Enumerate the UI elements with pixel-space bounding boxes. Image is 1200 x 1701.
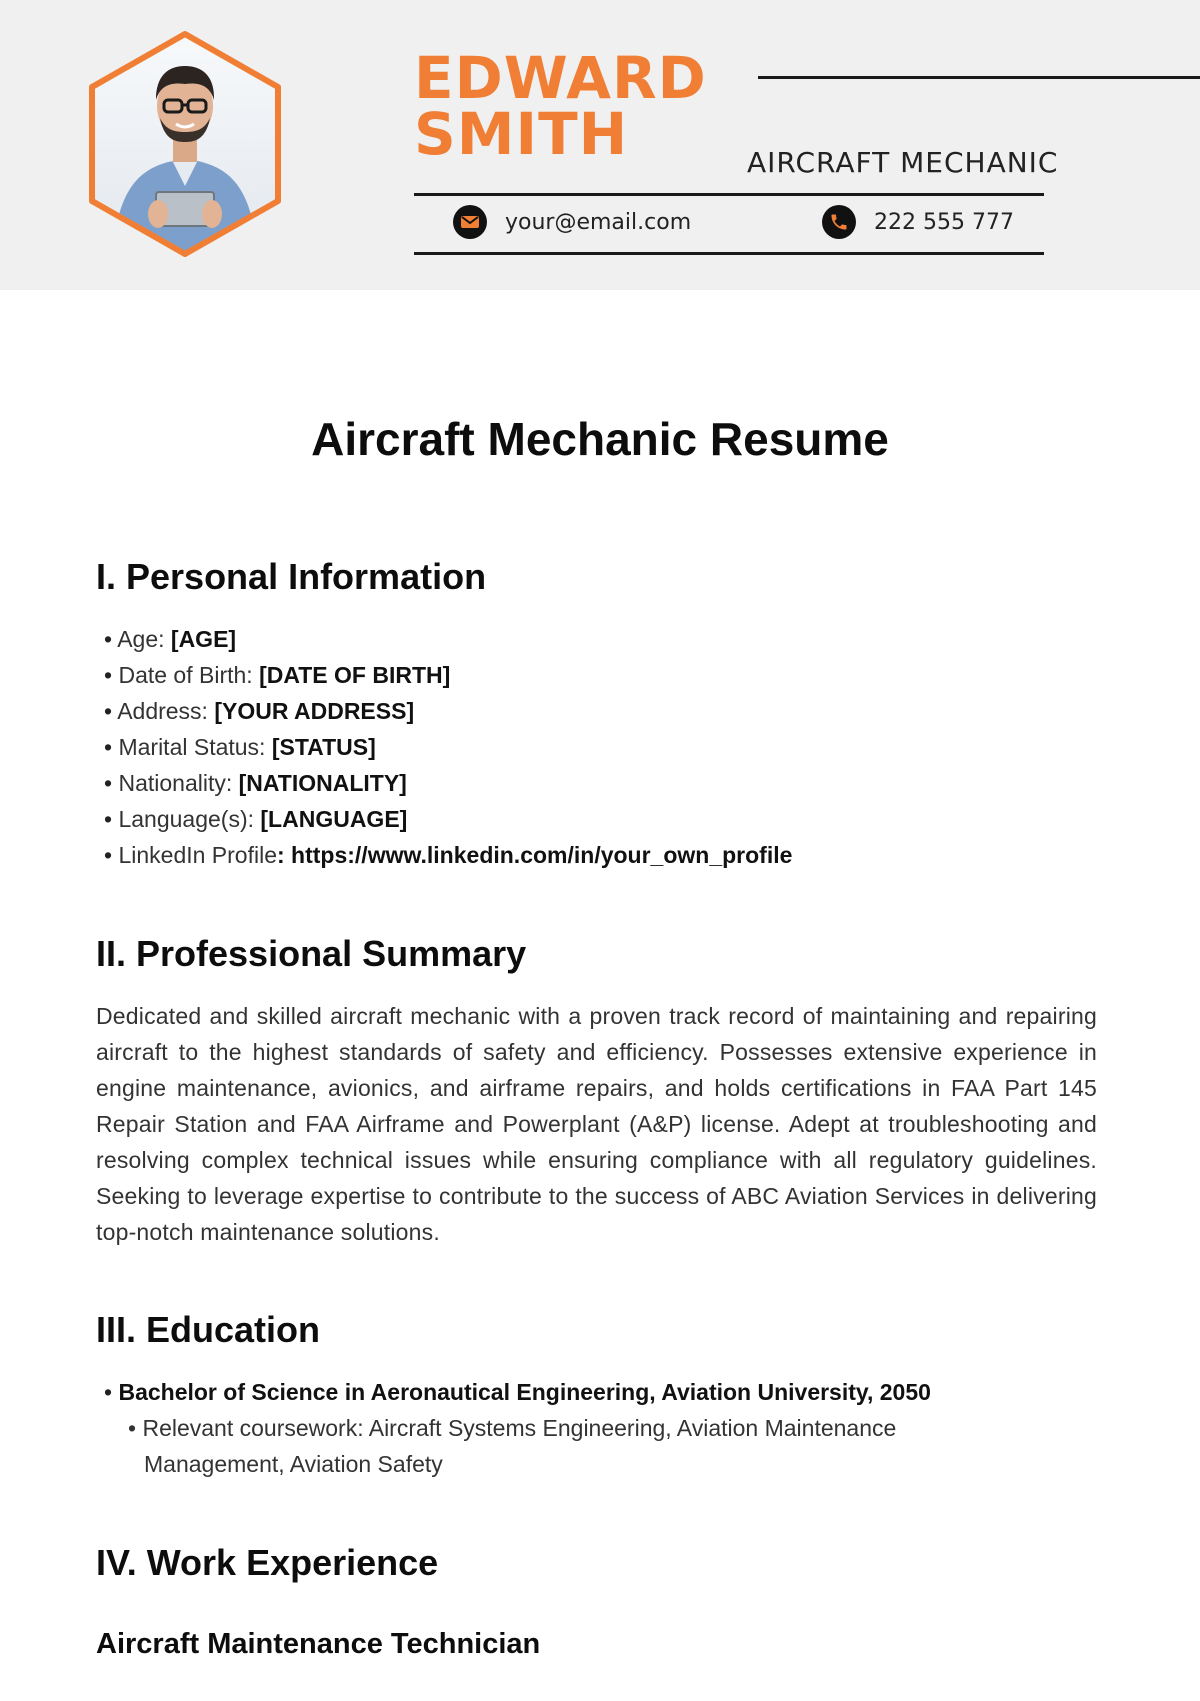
list-item bbox=[104, 1374, 931, 1410]
section-heading-work: IV. Work Experience bbox=[96, 1542, 439, 1583]
email-contact[interactable] bbox=[453, 203, 691, 241]
section-heading-summary: II. Professional Summary bbox=[96, 933, 527, 974]
job-title-heading: Aircraft Maintenance Technician bbox=[96, 1628, 541, 1660]
field-label: Date of Birth: bbox=[118, 662, 260, 688]
last-name: SMITH bbox=[414, 100, 629, 168]
field-label: Age: bbox=[117, 626, 171, 652]
degree: Bachelor of Science in Aeronautical Engineering, Aviation University, 2050 bbox=[118, 1379, 931, 1405]
first-name: EDWARD bbox=[414, 44, 707, 112]
candidate-name bbox=[414, 44, 707, 168]
list-item bbox=[104, 837, 792, 873]
list-item bbox=[104, 765, 792, 801]
coursework-text: Relevant coursework: Aircraft Systems Engineering, Aviation Maintenance Management, Aviation Safety bbox=[142, 1415, 897, 1477]
field-value: [STATUS] bbox=[271, 734, 376, 760]
resume-header bbox=[0, 0, 1200, 290]
linkedin-link[interactable]: : https://www.linkedin.com/in/your_own_profile bbox=[277, 842, 793, 868]
field-value: [NATIONALITY] bbox=[238, 770, 407, 796]
field-label: LinkedIn Profile bbox=[118, 842, 277, 868]
personal-info-list bbox=[104, 621, 792, 873]
field-value: [LANGUAGE] bbox=[260, 806, 408, 832]
section-heading-personal: I. Personal Information bbox=[96, 556, 487, 597]
field-label: Marital Status: bbox=[118, 734, 272, 760]
email-icon bbox=[453, 205, 487, 239]
field-value: [YOUR ADDRESS] bbox=[214, 698, 415, 724]
field-label: Nationality: bbox=[118, 770, 239, 796]
divider bbox=[414, 193, 1044, 196]
summary-paragraph: Dedicated and skilled aircraft mechanic with a proven track record of maintaining and repairing aircraft to the highest standards of safety and efficiency. Possesses extensive experience in engine maintenance, avionics, and airframe repairs, and holds certifications in FAA Part 145 Repair Station and FAA Airframe and Powerplant (A&P) license. Adept at troubleshooting and resolving complex technical issues while ensuring compliance with all regulatory guidelines. Seeking to leverage expertise to contribute to the success of ABC Aviation Services in delivering top-notch maintenance solutions. bbox=[96, 1003, 1097, 1245]
list-item bbox=[104, 657, 792, 693]
email-text: your@email.com bbox=[505, 209, 692, 235]
divider bbox=[758, 76, 1200, 79]
divider bbox=[414, 252, 1044, 255]
list-item bbox=[104, 729, 792, 765]
coursework: • Relevant coursework: Aircraft Systems Engineering, Aviation Maintenance Management, Aviation Safety bbox=[128, 1415, 897, 1477]
phone-icon bbox=[822, 205, 856, 239]
field-value: [AGE] bbox=[170, 626, 237, 652]
list-item bbox=[104, 693, 792, 729]
list-item bbox=[104, 621, 792, 657]
field-label: Address: bbox=[117, 698, 215, 724]
education-list bbox=[104, 1374, 931, 1410]
job-title: AIRCRAFT MECHANIC bbox=[747, 146, 1059, 179]
document-title: Aircraft Mechanic Resume bbox=[311, 413, 889, 465]
section-heading-education: III. Education bbox=[96, 1309, 321, 1350]
field-value: [DATE OF BIRTH] bbox=[259, 662, 451, 688]
list-item bbox=[104, 801, 792, 837]
field-label: Language(s): bbox=[118, 806, 261, 832]
profile-photo bbox=[72, 14, 298, 274]
phone-text: 222 555 777 bbox=[874, 209, 1014, 235]
phone-contact[interactable] bbox=[822, 203, 1014, 241]
